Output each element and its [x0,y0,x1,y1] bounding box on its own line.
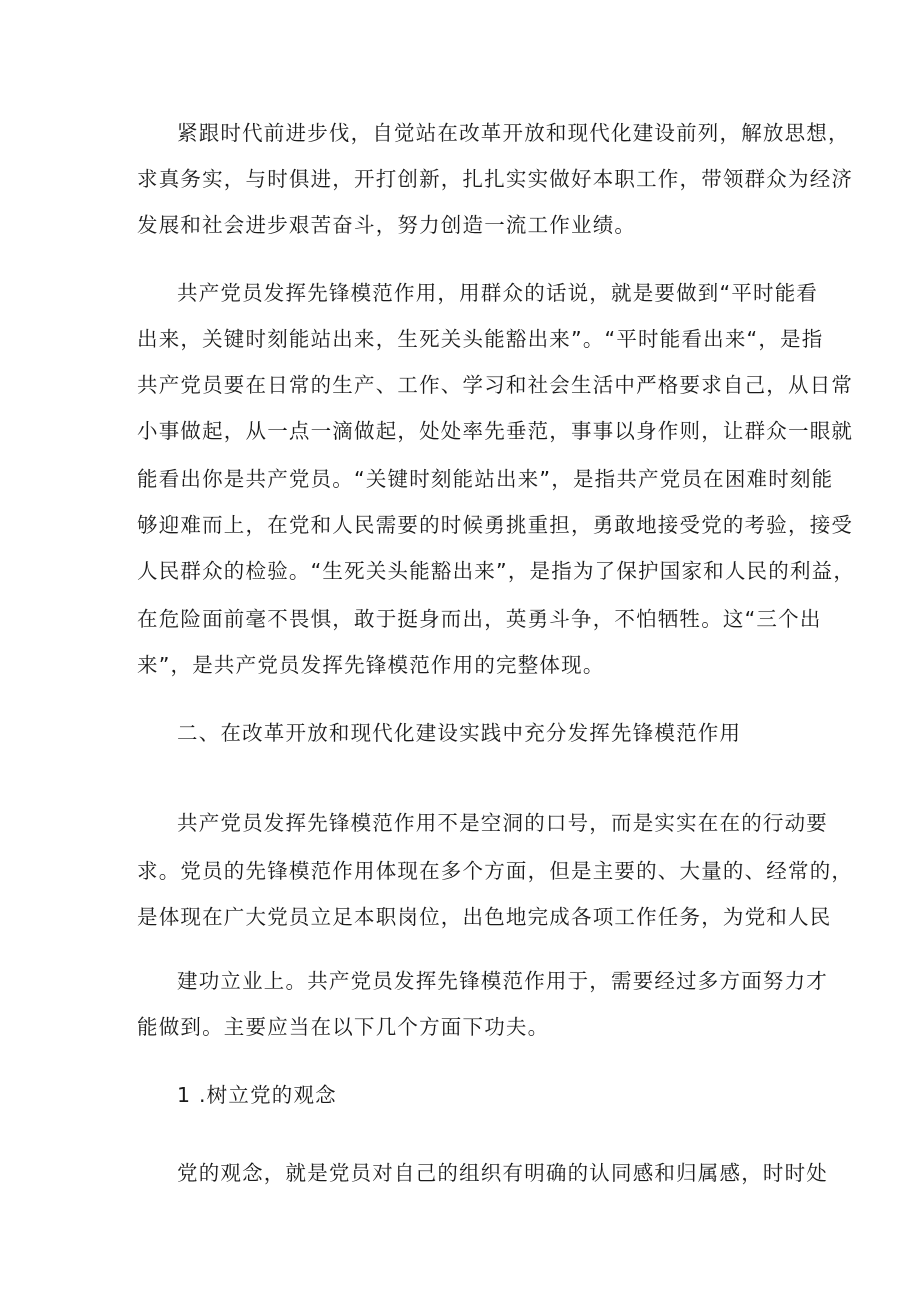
section-heading: 二、在改革开放和现代化建设实践中充分发挥先锋模范作用 [177,721,742,745]
paragraph-2-line-4: 小事做起，从一点一滴做起，处处率先垂范，事事以身作则，让群众一眼就 [137,419,854,443]
paragraph-2-line-6: 够迎难而上，在党和人民需要的时候勇挑重担，勇敢地接受党的考验，接受 [137,513,854,537]
paragraph-2-line-9: 来”，是共产党员发挥先锋模范作用的完整体现。 [137,653,605,677]
paragraph-2-line-8: 在危险面前毫不畏惧，敢于挺身而出，英勇斗争，不怕牺牲。这“三个出 [137,607,822,631]
paragraph-2-line-5: 能看出你是共产党员。“关键时刻能站出来”，是指共产党员在困难时刻能 [137,467,834,491]
paragraph-2-line-1: 共产党员发挥先锋模范作用，用群众的话说，就是要做到“平时能看 [177,281,819,305]
paragraph-5-line-1: 党的观念，就是党员对自己的组织有明确的认同感和归属感，时时处 [177,1161,828,1185]
paragraph-2-line-2: 出来，关键时刻能站出来，生死关头能豁出来”。“平时能看出来“，是指 [137,327,824,351]
paragraph-3-line-1: 共产党员发挥先锋模范作用不是空洞的口号，而是实实在在的行动要 [177,811,828,835]
paragraph-4-line-1: 建功立业上。共产党员发挥先锋模范作用于，需要经过多方面努力才 [177,969,828,993]
paragraph-1-line-1: 紧跟时代前进步伐，自觉站在改革开放和现代化建设前列，解放思想， [177,121,850,145]
paragraph-4-line-2: 能做到。主要应当在以下几个方面下功夫。 [137,1015,550,1039]
paragraph-2-line-7: 人民群众的检验。“生死关头能豁出来”，是指为了保护国家和人民的利益， [137,559,856,583]
paragraph-1-line-3: 发展和社会进步艰苦奋斗，努力创造一流工作业绩。 [137,213,637,237]
paragraph-1-line-2: 求真务实，与时俱进，开打创新，扎扎实实做好本职工作，带领群众为经济 [137,167,854,191]
paragraph-3-line-2: 求。党员的先锋模范作用体现在多个方面，但是主要的、大量的、经常的， [137,859,854,883]
numbered-subheading: 1 .树立党的观念 [177,1083,337,1107]
paragraph-2-line-3: 共产党员要在日常的生产、工作、学习和社会生活中严格要求自己，从日常 [137,373,854,397]
paragraph-3-line-3: 是体现在广大党员立足本职岗位，出色地完成各项工作任务，为党和人民 [137,905,832,929]
